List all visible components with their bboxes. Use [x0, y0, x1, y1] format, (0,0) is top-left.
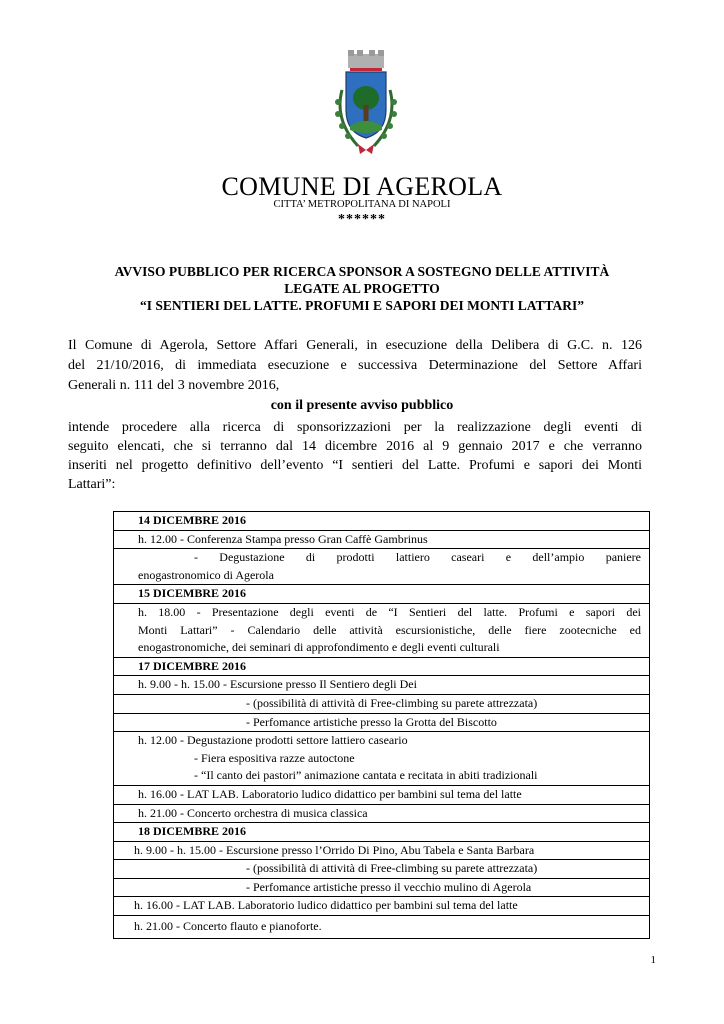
event-cell: h. 16.00 - LAT LAB. Laboratorio ludico didattico per bambini sul tema del latte [114, 897, 650, 916]
table-row [114, 878, 650, 897]
citta-metropolitana: CITTA’ METROPOLITANA DI NAPOLI [273, 199, 451, 210]
event-cell: h. 16.00 - LAT LAB. Laboratorio ludico didattico per bambini sul tema del latte [114, 785, 650, 804]
table-row [114, 549, 650, 585]
date-heading: 18 DICEMBRE 2016 [114, 823, 650, 842]
intro-line: del 21/10/2016, di immediata esecuzione e successiva Determinazione del Settore Affari [68, 358, 642, 373]
table-row [114, 512, 650, 531]
event-cell: h. 12.00 - Conferenza Stampa presso Gran Caffè Gambrinus [114, 530, 650, 549]
table-row [114, 713, 650, 732]
purpose-paragraph [68, 418, 642, 494]
event-cell [114, 549, 650, 585]
date-heading: 14 DICEMBRE 2016 [114, 512, 650, 531]
event-cell [114, 694, 650, 713]
event-line: - Perfomance artistiche presso la Grotta del Biscotto [246, 714, 497, 729]
event-line: - Fiera espositiva razze autoctone [194, 750, 355, 765]
coat-of-arms-emblem [328, 50, 404, 160]
table-row [114, 530, 650, 549]
purpose-line: intende procedere alla ricerca di sponsorizzazioni per la realizzazione degli eventi di [68, 420, 642, 435]
heading-line-2: LEGATE AL PROGETTO [284, 281, 440, 296]
event-line: - “Il canto dei pastori” animazione cantata e recitata in abiti tradizionali [194, 768, 538, 783]
purpose-line: Lattari”: [68, 477, 116, 492]
event-cell [114, 878, 650, 897]
events-schedule-table [113, 511, 650, 939]
table-row [114, 785, 650, 804]
table-row [114, 897, 650, 916]
table-row [114, 694, 650, 713]
date-heading: 17 DICEMBRE 2016 [114, 657, 650, 676]
table-row [114, 823, 650, 842]
intro-line: Generali n. 111 del 3 novembre 2016, [68, 378, 280, 393]
table-row [114, 676, 650, 695]
event-line: enogastronomico di Agerola [138, 567, 274, 582]
event-line: Monti Lattari” - Calendario delle attività escursionistiche, delle fiere zootecniche ed [138, 622, 641, 637]
table-row [114, 860, 650, 879]
event-cell [114, 732, 650, 786]
purpose-line: seguito elencati, che si terranno dal 14 dicembre 2016 al 9 gennaio 2017 e che verranno [68, 439, 642, 454]
event-cell [114, 603, 650, 657]
page-number: 1 [650, 954, 656, 966]
avviso-bold-line: con il presente avviso pubblico [270, 398, 454, 413]
table-row [114, 841, 650, 860]
event-cell: h. 9.00 - h. 15.00 - Escursione presso l’Orrido Di Pino, Abu Tabela e Santa Barbara [114, 841, 650, 860]
event-line: h. 12.00 - Degustazione prodotti settore lattiero caseario [138, 733, 408, 748]
event-line: - Degustazione di prodotti lattiero caseari e dell’ampio paniere [194, 550, 641, 565]
heading-line-1: AVVISO PUBBLICO PER RICERCA SPONSOR A SOSTEGNO DELLE ATTIVITÀ [114, 264, 610, 279]
purpose-line: inseriti nel progetto definitivo dell’evento “I sentieri del Latte. Profumi e sapori dei Monti [68, 458, 642, 473]
date-heading: 15 DICEMBRE 2016 [114, 585, 650, 604]
event-line: - Perfomance artistiche presso il vecchio mulino di Agerola [246, 879, 532, 894]
heading-line-3: “I SENTIERI DEL LATTE. PROFUMI E SAPORI DEI MONTI LATTARI” [139, 298, 585, 313]
stars-separator: ****** [338, 212, 386, 227]
intro-line: Il Comune di Agerola, Settore Affari Generali, in esecuzione della Delibera di G.C. n. 126 [68, 338, 642, 353]
event-line: enogastronomiche, dei seminari di approfondimento e degli eventi culturali [138, 640, 500, 655]
event-cell [114, 713, 650, 732]
table-row [114, 657, 650, 676]
table-row [114, 916, 650, 939]
table-row [114, 804, 650, 823]
comune-title: COMUNE DI AGEROLA [221, 172, 503, 201]
event-cell: h. 21.00 - Concerto orchestra di musica classica [114, 804, 650, 823]
event-cell: h. 9.00 - h. 15.00 - Escursione presso Il Sentiero degli Dei [114, 676, 650, 695]
intro-paragraph [68, 336, 642, 396]
event-cell [114, 860, 650, 879]
event-line: h. 18.00 - Presentazione degli eventi de “I Sentieri del latte. Profumi e sapori dei [138, 604, 641, 619]
table-row [114, 603, 650, 657]
table-row [114, 585, 650, 604]
event-cell: h. 21.00 - Concerto flauto e pianoforte. [114, 916, 650, 939]
event-line: - (possibilità di attività di Free-climbing su parete attrezzata) [246, 695, 538, 710]
table-row [114, 732, 650, 786]
event-line: - (possibilità di attività di Free-climbing su parete attrezzata) [246, 861, 538, 876]
